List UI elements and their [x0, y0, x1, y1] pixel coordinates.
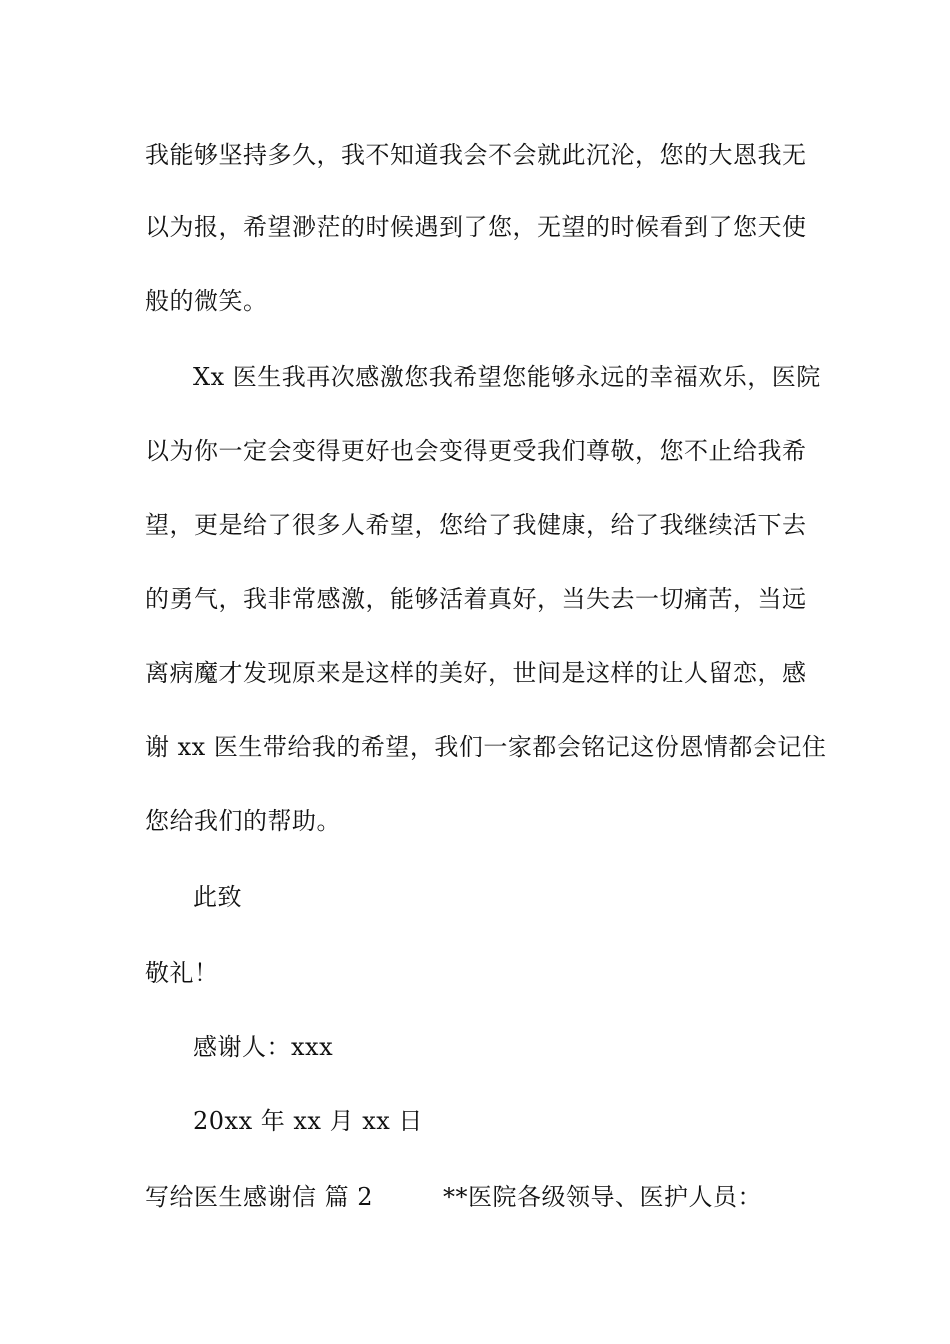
closing-salutation: 此致: [193, 883, 242, 911]
next-section-line: [145, 1182, 762, 1212]
closing-regards: 敬礼！: [145, 959, 219, 987]
signer-line: 感谢人：xxx: [193, 1033, 334, 1061]
section-greeting: **医院各级领导、医护人员：: [443, 1183, 763, 1211]
paragraph-2-line-6: 谢 xx 医生带给我的希望，我们一家都会铭记这份恩情都会记住: [145, 733, 827, 761]
paragraph-2-line-5: 离病魔才发现原来是这样的美好，世间是这样的让人留恋，感: [145, 659, 807, 687]
paragraph-2-line-7: 您给我们的帮助。: [145, 807, 341, 835]
paragraph-2-line-3: 望，更是给了很多人希望，您给了我健康，给了我继续活下去: [145, 511, 807, 539]
paragraph-2-line-4: 的勇气，我非常感激，能够活着真好，当失去一切痛苦，当远: [145, 585, 807, 613]
paragraph-1-line-2: 以为报，希望渺茫的时候遇到了您，无望的时候看到了您天使: [145, 213, 807, 241]
paragraph-2-line-2: 以为你一定会变得更好也会变得更受我们尊敬，您不止给我希: [145, 437, 807, 465]
paragraph-1-line-1: 我能够坚持多久，我不知道我会不会就此沉沦，您的大恩我无: [145, 141, 807, 169]
date-line: 20xx 年 xx 月 xx 日: [193, 1107, 423, 1135]
paragraph-2-line-1: Xx 医生我再次感激您我希望您能够永远的幸福欢乐，医院: [193, 363, 821, 391]
section-title: 写给医生感谢信 篇 2: [145, 1183, 374, 1211]
paragraph-1-line-3: 般的微笑。: [145, 287, 268, 315]
